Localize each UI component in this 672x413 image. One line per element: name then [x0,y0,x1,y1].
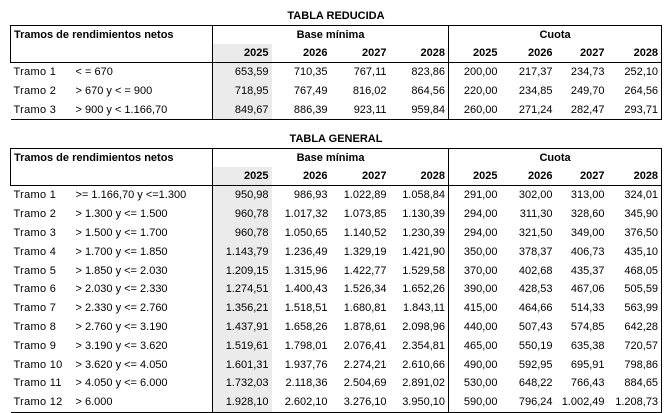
cuota-cell: 217,37 [518,66,553,79]
table-row [11,393,662,412]
cuota-cell: 435,37 [570,264,605,277]
base-year-header: 2028 [390,167,449,186]
cuota-cell: 324,01 [608,186,662,205]
cuota-cell: 402,68 [518,264,553,277]
base-minima-cell: 1.518,51 [284,302,328,315]
base-minima-header: Base mínima [213,26,449,45]
table-row [11,280,662,299]
base-minima-cell: 2.274,21 [343,358,387,371]
cuota-cell: 282,47 [556,101,608,120]
cuota-cell: 468,05 [608,261,662,280]
base-minima-cell: 816,02 [352,85,387,98]
table-row [11,374,662,393]
base-minima-cell: 1.230,39 [390,224,449,243]
tramo-range: > 1.500 y <= 1.700 [73,224,213,243]
tramo-label: Tramo 9 [13,339,57,352]
cuota-cell: 464,66 [518,302,553,315]
base-minima-cell: 653,59 [213,63,272,82]
base-minima-cell: 960,78 [213,224,272,243]
base-minima-cell: 1.843,11 [390,299,449,318]
base-minima-cell: 2.354,81 [390,336,449,355]
tramo-range: < = 670 [73,63,213,82]
blank-header-cell [11,44,213,63]
base-minima-cell: 2.098,96 [390,318,449,337]
tramo-range: > 2.030 y <= 2.330 [73,280,213,299]
year-header-row [11,44,662,63]
year-header-row [11,167,662,186]
tramo-label: Tramo 2 [13,85,57,98]
tramo-range: > 670 y < = 900 [73,82,213,101]
base-minima-cell: 2.118,36 [285,377,328,390]
base-minima-cell: 1.143,79 [213,242,272,261]
base-minima-cell: 3.950,10 [390,393,449,412]
tramo-label: Tramo 8 [13,320,57,333]
cuota-year-header: 2027 [580,170,605,182]
cuota-cell: 252,10 [608,63,662,82]
base-minima-cell: 1.017,32 [284,208,328,221]
base-minima-cell: 1.437,91 [213,318,272,337]
base-minima-cell: 1.422,77 [343,264,387,277]
cuota-cell: 234,73 [570,66,605,79]
cuota-cell: 271,24 [501,101,556,120]
table-row [11,242,662,261]
cuota-cell: 264,56 [608,82,662,101]
cuota-cell: 563,99 [608,299,662,318]
tramo-range: > 4.050 y <= 6.000 [73,374,213,393]
cuota-cell: 796,24 [501,393,556,412]
tramo-range: > 1.300 y <= 1.500 [73,205,213,224]
cuota-cell: 390,00 [463,283,498,296]
base-year-header: 2025 [213,167,272,186]
base-minima-cell: 849,67 [213,101,272,120]
cuota-cell: 200,00 [463,66,498,79]
base-year-header: 2027 [362,170,387,182]
base-minima-cell: 986,93 [293,189,328,202]
cuota-cell: 378,37 [518,245,553,258]
cuota-year-header: 2028 [608,44,662,63]
base-minima-cell: 1.050,65 [284,226,328,239]
tramo-range: > 2.330 y <= 2.760 [73,299,213,318]
base-minima-header: Base mínima [213,149,449,168]
cuota-cell: 648,22 [518,377,553,390]
cuota-cell: 302,00 [518,189,553,202]
base-minima-cell: 767,49 [293,85,328,98]
base-minima-cell: 1.356,21 [213,299,272,318]
base-minima-cell: 959,84 [390,101,449,120]
tramos-header: Tramos de rendimientos netos [11,26,213,45]
cuota-cell: 376,50 [608,224,662,243]
base-minima-cell: 1.526,34 [343,283,387,296]
cuota-cell: 465,00 [463,339,498,352]
table-row [11,186,662,205]
table-row [11,224,662,243]
header-row [11,26,662,45]
base-minima-cell: 2.610,66 [390,355,449,374]
cuota-cell: 1.002,49 [556,393,608,412]
base-minima-cell: 1.130,39 [390,205,449,224]
tabla-reducida [10,25,662,120]
cuota-cell: 293,71 [608,101,662,120]
cuota-cell: 328,60 [570,208,605,221]
base-minima-cell: 1.315,96 [284,264,328,277]
header-row [11,149,662,168]
cuota-year-header: 2026 [528,170,553,182]
cuota-cell: 505,59 [608,280,662,299]
tramo-range: > 1.700 y <= 1.850 [73,242,213,261]
base-minima-cell: 1.073,85 [343,208,387,221]
cuota-year-header: 2025 [473,170,498,182]
cuota-year-header: 2026 [528,47,553,59]
cuota-cell: 695,91 [570,358,605,371]
cuota-cell: 435,10 [608,242,662,261]
cuota-cell: 490,00 [463,358,498,371]
table-row [11,355,662,374]
base-minima-cell: 3.276,10 [331,393,390,412]
base-year-header: 2028 [390,44,449,63]
base-minima-cell: 1.022,89 [343,189,387,202]
cuota-cell: 350,00 [463,245,498,258]
base-minima-cell: 1.937,76 [284,358,328,371]
base-minima-cell: 2.602,10 [272,393,331,412]
cuota-cell: 313,00 [570,189,605,202]
tramo-label: Tramo 2 [13,208,57,221]
tramo-label: Tramo 1 [13,189,57,202]
base-minima-cell: 1.140,52 [343,226,387,239]
cuota-cell: 345,90 [608,205,662,224]
base-year-header: 2027 [362,47,387,59]
tramo-label: Tramo 3 [11,101,73,120]
table-row [11,63,662,82]
cuota-cell: 1.208,73 [608,393,662,412]
tramo-label: Tramo 10 [13,358,63,371]
base-year-header: 2026 [303,170,328,182]
base-minima-cell: 1.058,84 [390,186,449,205]
base-minima-cell: 923,11 [331,101,390,120]
cuota-cell: 635,38 [570,339,605,352]
table-row [11,261,662,280]
tramo-range: >= 1.166,70 y <=1.300 [73,186,213,205]
base-minima-cell: 960,78 [213,205,272,224]
tramo-range: > 3.620 y <= 4.050 [73,355,213,374]
tramo-range: > 2.760 y <= 3.190 [73,318,213,337]
cuota-cell: 590,00 [449,393,501,412]
table-row [11,299,662,318]
tramo-range: > 1.850 y <= 2.030 [73,261,213,280]
base-minima-cell: 1.274,51 [213,280,272,299]
base-minima-cell: 1.209,15 [213,261,272,280]
base-minima-cell: 1.236,49 [284,245,328,258]
base-minima-cell: 1.732,03 [213,374,272,393]
table-row [11,101,662,120]
cuota-cell: 766,43 [570,377,605,390]
cuota-cell: 294,00 [463,208,498,221]
cuota-cell: 428,53 [518,283,553,296]
table-row [11,205,662,224]
tabla-reducida-title: TABLA REDUCIDA [287,10,385,22]
base-minima-cell: 1.680,81 [343,302,387,315]
base-minima-cell: 710,35 [293,66,328,79]
tramo-label: Tramo 6 [13,283,57,296]
cuota-cell: 530,00 [463,377,498,390]
tramo-range: > 3.190 y <= 3.620 [73,336,213,355]
cuota-cell: 550,19 [518,339,553,352]
table-row [11,336,662,355]
cuota-cell: 440,00 [463,320,498,333]
base-minima-cell: 2.891,02 [390,374,449,393]
tabla-general [10,148,662,413]
cuota-header: Cuota [449,149,662,168]
tramo-range: > 900 y < 1.166,70 [73,101,213,120]
base-minima-cell: 864,56 [390,82,449,101]
tramo-label: Tramo 4 [13,245,57,258]
base-minima-cell: 823,86 [390,63,449,82]
base-minima-cell: 950,98 [213,186,272,205]
table-row [11,82,662,101]
tramo-label: Tramo 12 [11,393,73,412]
tramo-label: Tramo 11 [13,377,62,390]
cuota-cell: 720,57 [608,336,662,355]
base-minima-cell: 1.652,26 [390,280,449,299]
blank-header-cell [11,167,213,186]
cuota-year-header: 2027 [580,47,605,59]
cuota-cell: 321,50 [518,226,553,239]
base-minima-cell: 886,39 [272,101,331,120]
base-minima-cell: 1.529,58 [390,261,449,280]
base-minima-cell: 718,95 [213,82,272,101]
tramo-label: Tramo 3 [13,226,57,239]
tramos-header: Tramos de rendimientos netos [11,149,213,168]
cuota-cell: 291,00 [463,189,498,202]
tramo-label: Tramo 1 [13,66,57,79]
cuota-cell: 642,28 [608,318,662,337]
cuota-cell: 507,43 [518,320,553,333]
cuota-cell: 415,00 [463,302,498,315]
cuota-cell: 220,00 [463,85,498,98]
cuota-cell: 249,70 [570,85,605,98]
cuota-cell: 294,00 [463,226,498,239]
tabla-general-title: TABLA GENERAL [289,133,383,145]
cuota-cell: 406,73 [570,245,605,258]
cuota-year-header: 2028 [608,167,662,186]
base-minima-cell: 1.519,61 [213,336,272,355]
base-year-header: 2026 [303,47,328,59]
cuota-header: Cuota [449,26,662,45]
tramo-label: Tramo 7 [13,302,57,315]
base-minima-cell: 1.329,19 [343,245,387,258]
base-minima-cell: 1.658,26 [284,320,328,333]
cuota-cell: 370,00 [463,264,498,277]
cuota-cell: 884,65 [608,374,662,393]
base-minima-cell: 2.504,69 [343,377,387,390]
table-row [11,318,662,337]
base-minima-cell: 767,11 [353,66,387,79]
cuota-cell: 514,33 [570,302,605,315]
base-minima-cell: 1.928,10 [213,393,272,412]
base-minima-cell: 1.400,43 [284,283,328,296]
tramo-range: > 6.000 [73,393,213,412]
base-year-header: 2025 [213,44,272,63]
base-minima-cell: 1.421,90 [390,242,449,261]
cuota-cell: 592,95 [518,358,553,371]
cuota-cell: 311,30 [519,208,553,221]
base-minima-cell: 1.798,01 [284,339,328,352]
cuota-cell: 349,00 [570,226,605,239]
cuota-cell: 798,86 [608,355,662,374]
cuota-cell: 234,85 [518,85,553,98]
cuota-year-header: 2025 [473,47,498,59]
tramo-label: Tramo 5 [13,264,57,277]
cuota-cell: 260,00 [449,101,501,120]
cuota-cell: 574,85 [570,320,605,333]
cuota-cell: 467,06 [570,283,605,296]
base-minima-cell: 1.878,61 [343,320,387,333]
base-minima-cell: 2.076,41 [343,339,387,352]
base-minima-cell: 1.601,31 [213,355,272,374]
